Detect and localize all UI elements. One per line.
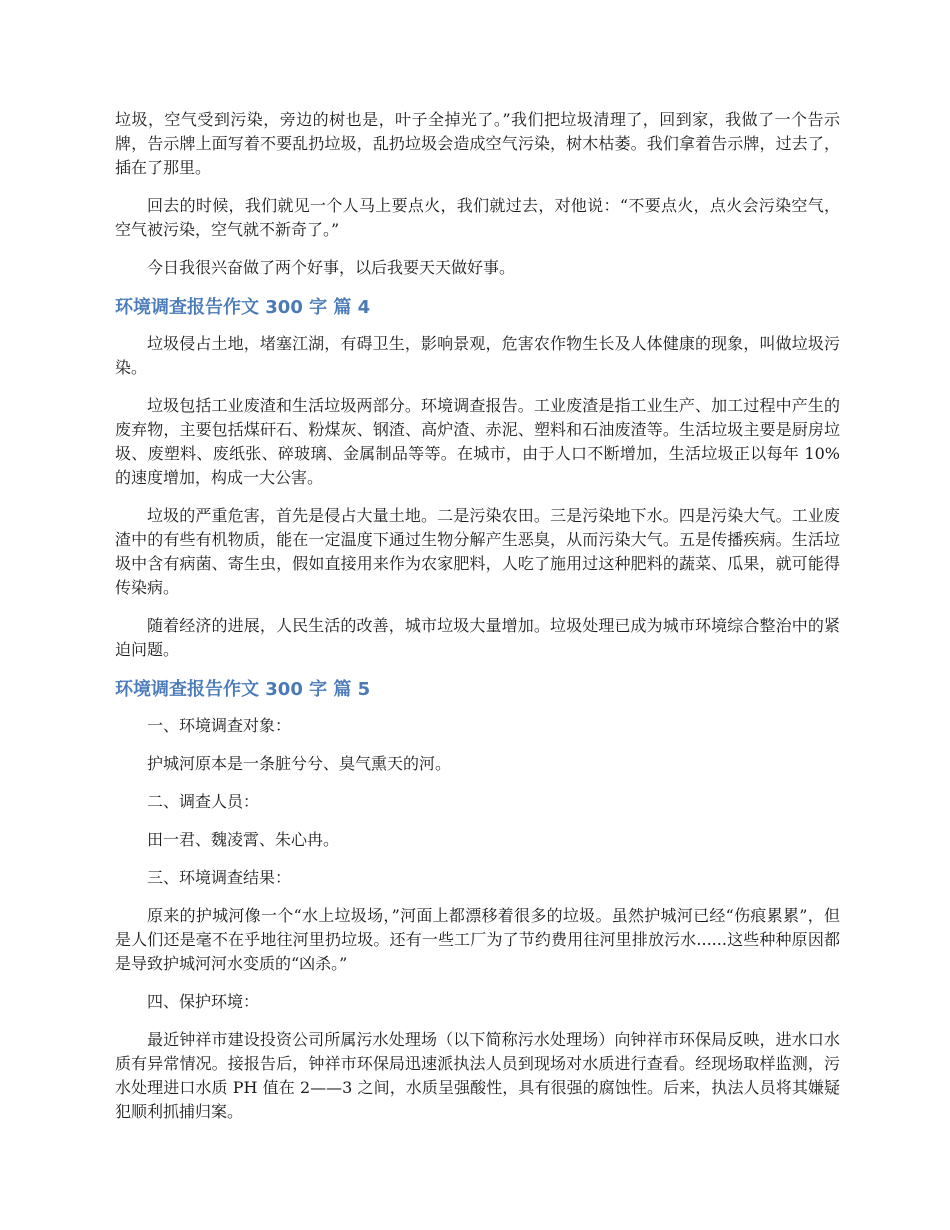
paragraph: 回去的时候，我们就见一个人马上要点火，我们就过去，对他说：“不要点火，点火会污染空气，空气被污染，空气就不新奇了。”: [115, 196, 840, 239]
paragraph: 原来的护城河像一个“水上垃圾场，”河面上都漂移着很多的垃圾。虽然护城河已经“伤痕累累”，但是人们还是毫不在乎地往河里扔垃圾。还有一些工厂为了节约费用往河里排放污水......这些种种原因都是导致护城河河水变质的“凶杀。”: [115, 906, 840, 973]
paragraph: 四、保护环境：: [147, 992, 260, 1011]
paragraph: 垃圾的严重危害，首先是侵占大量土地。二是污染农田。三是污染地下水。四是污染大气。工业废渣中的有些有机物质，能在一定温度下通过生物分解产生恶臭，从而污染大气。五是传播疾病。生活垃圾中含有病菌、寄生虫，假如直接用来作为农家肥料，人吃了施用过这种肥料的蔬菜、瓜果，就可能得传染病。: [115, 506, 840, 597]
paragraph: 二、调查人员：: [147, 792, 260, 811]
paragraph: 垃圾包括工业废渣和生活垃圾两部分。环境调查报告。工业废渣是指工业生产、加工过程中产生的废弃物，主要包括煤矸石、粉煤灰、钢渣、高炉渣、赤泥、塑料和石油废渣等。生活垃圾主要是厨房垃圾、废塑料、废纸张、碎玻璃、金属制品等等。在城市，由于人口不断增加，生活垃圾正以每年 10%的速度增加，构成一大公害。: [115, 396, 840, 487]
paragraph: 一、环境调查对象：: [147, 716, 292, 735]
section-heading: 环境调查报告作文 300 字 篇 4: [115, 297, 371, 318]
paragraph: 护城河原本是一条脏兮兮、臭气熏天的河。: [147, 754, 452, 773]
section-heading: 环境调查报告作文 300 字 篇 5: [115, 679, 371, 700]
document-page: [115, 108, 840, 1138]
paragraph: 垃圾，空气受到污染，旁边的树也是，叶子全掉光了。”我们把垃圾清理了，回到家，我做了一个告示牌，告示牌上面写着不要乱扔垃圾，乱扔垃圾会造成空气污染，树木枯萎。我们拿着告示牌，过去了，插在了那里。: [115, 110, 840, 177]
paragraph: 最近钟祥市建设投资公司所属污水处理场（以下简称污水处理场）向钟祥市环保局反映，进水口水质有异常情况。接报告后，钟祥市环保局迅速派执法人员到现场对水质进行查看。经现场取样监测，污水处理进口水质 PH 值在 2——3 之间，水质呈强酸性，具有很强的腐蚀性。后来，执法人员将其嫌疑犯顺利抓捕归案。: [115, 1030, 840, 1121]
paragraph: 三、环境调查结果：: [147, 868, 292, 887]
paragraph: 垃圾侵占土地，堵塞江湖，有碍卫生，影响景观，危害农作物生长及人体健康的现象，叫做垃圾污染。: [115, 334, 840, 377]
paragraph: 随着经济的进展，人民生活的改善，城市垃圾大量增加。垃圾处理已成为城市环境综合整治中的紧迫问题。: [115, 616, 840, 659]
paragraph: 田一君、魏凌霄、朱心冉。: [147, 830, 340, 849]
paragraph: 今日我很兴奋做了两个好事，以后我要天天做好事。: [147, 258, 516, 277]
